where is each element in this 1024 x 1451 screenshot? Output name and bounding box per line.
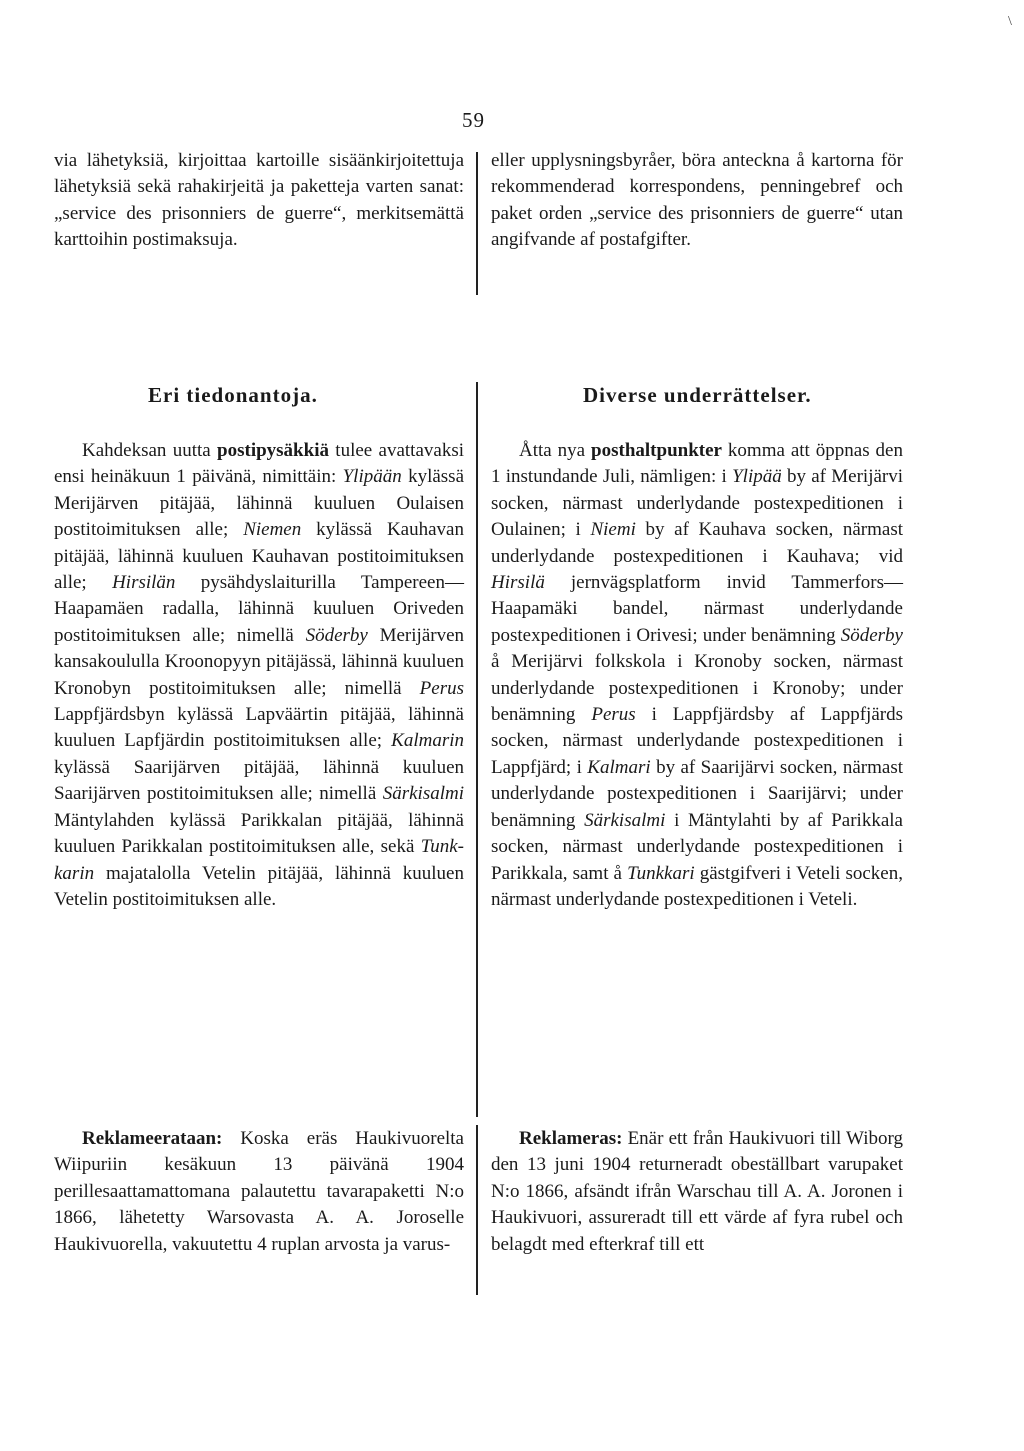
place-name: Särkisalmi	[584, 809, 666, 831]
text-run: i Mäntylahti by af Parikkala socken, närmast underlydande postexpeditionen i Parikkala, samt å	[491, 809, 903, 884]
reclamation-paragraph-fi	[54, 1126, 464, 1258]
text-run: kylässä Kauhavan pitäjää, lähinnä kuuluen Kauhavan postitoimituksen alle;	[54, 519, 464, 594]
reclamation-text-fi	[54, 1126, 464, 1258]
place-name: Söderby	[305, 624, 368, 646]
place-name: Hirsilä	[491, 572, 545, 594]
place-name: Niemen	[243, 519, 302, 541]
text-run: kylässä Saarijärven pitäjää, lähinnä kuuluen Saarijärven postitoimituksen alle; nimellä	[54, 756, 464, 805]
place-name: Kalmarin	[391, 730, 464, 752]
place-name: Tunkkari	[627, 862, 695, 884]
notice-paragraph-sv	[491, 438, 903, 913]
text-run: Koska eräs Haukivuorelta Wiipuriin kesäkuun 13 päivänä 1904 perillesaattamattomana palautettu tavarapaketti N:o 1866, lähetetty Warsovasta A. A. Joroselle Haukivuorella, vakuutettu 4 ruplan arvosta ja varus-	[54, 1128, 464, 1255]
bold-term: posthaltpunkter	[591, 440, 722, 461]
notice-text-fi	[54, 438, 464, 913]
place-name: Särkisalmi	[382, 783, 464, 805]
reclamation-paragraph-sv	[491, 1126, 903, 1258]
place-name: Perus	[419, 677, 464, 699]
text-run: å Merijärvi folkskola i Kronoby socken, närmast underlydande postexpeditionen i Kronoby; under benämning	[491, 651, 903, 726]
top-paragraph-sv	[491, 148, 903, 254]
text-run: by af Kauhava socken, närmast underlydande postexpeditionen i Kauhava; vid	[491, 519, 904, 567]
text-run: Kahdeksan uutta	[82, 440, 218, 461]
corner-mark: \	[1008, 14, 1012, 29]
text-run: tulee avattavaksi ensi heinäkuun 1 päivänä, nimittäin:	[54, 440, 464, 488]
page-number: 59	[462, 108, 485, 132]
top-paragraph-fi	[54, 148, 464, 254]
place-name: Ylipää	[732, 466, 782, 488]
place-name: Hirsilän	[112, 572, 176, 594]
top-text-fi: via lähetyksiä, kirjoittaa kartoille sisäänkirjoitettuja lähetyksiä sekä rahakirjeitä ja paketteja varten sanat: „service des prisonniers de guerre“, merkitsemättä karttoihin postimaksuja.	[54, 150, 464, 251]
column-divider-bottom	[476, 1125, 478, 1295]
text-run: by af Merijärvi socken, närmast underlydande postexpeditionen i Oulainen; i	[491, 466, 904, 541]
place-name: Tunkkarin	[54, 836, 464, 884]
column-divider-top	[476, 152, 478, 295]
text-run: Lappfjärdsbyn kylässä Lapväärtin pitäjää, lähinnä kuuluen Lapfjärdin postitoimituksen alle;	[54, 704, 464, 752]
place-name: Ylipään	[342, 466, 402, 488]
notice-text-sv	[491, 438, 903, 913]
text-run: by af Saarijärvi socken, närmast underlydande postexpeditionen i Saarijärvi; under benämning	[491, 756, 903, 831]
reclamation-lead: Reklameerataan:	[82, 1128, 223, 1149]
place-name: Söderby	[840, 624, 903, 646]
notice-paragraph-fi	[54, 438, 464, 913]
text-run: i Lappfjärdsby af Lappfjärds socken, närmast underlydande postexpeditionen i Lappfjärd; i	[491, 704, 903, 778]
text-run: Merijärven kansakoululla Kroonopyyn pitäjässä, lähinnä kuuluen Kronobyn postitoimituksen alle; nimellä	[54, 624, 465, 699]
column-divider-middle-2	[476, 737, 478, 1117]
place-name: Kalmari	[587, 756, 651, 778]
top-text-sv: eller upplysningsbyråer, böra anteckna å kartorna för rekommenderad korrespondens, penningebref och paket orden „service des prisonniers de guerre“ utan angifvande af postafgifter.	[491, 150, 903, 251]
text-run: kylässä Merijärven pitäjää, lähinnä kuuluen Oulaisen postitoimituksen alle;	[54, 466, 464, 541]
text-run: Enär ett från Haukivuori till Wiborg den 13 juni 1904 returneradt obeställbart varupaket N:o 1866, afsändt ifrån Warschau till A. A. Joronen i Haukivuori, assureradt till ett värde af fyra rubel och belagdt med efterkraf till ett	[491, 1128, 903, 1255]
text-run: komma att öppnas den 1 instundande Juli, nämligen: i	[491, 440, 903, 488]
text-run: majatalolla Vetelin pitäjää, lähinnä kuuluen Vetelin postitoimituksen alle.	[54, 862, 464, 910]
text-run: Åtta nya	[519, 440, 592, 461]
section-heading-sv: Diverse underrättelser.	[583, 383, 812, 407]
section-heading-fi: Eri tiedonantoja.	[148, 383, 318, 407]
bold-term: postipysäkkiä	[217, 440, 329, 461]
text-run: gästgifveri i Veteli socken, närmast underlydande postexpeditionen i Veteli.	[491, 862, 903, 910]
reclamation-lead: Reklameras:	[519, 1128, 623, 1149]
text-run: pysähdyslaiturilla Tampereen—Haapamäen radalla, lähinnä kuuluen Oriveden postitoimituksen alle; nimellä	[54, 572, 464, 646]
text-run: Mäntylahden kylässä Parikkalan pitäjää, lähinnä kuuluen Parikkalan postitoimituksen alle, sekä	[54, 809, 464, 858]
place-name: Niemi	[590, 519, 636, 541]
text-run: jernvägsplatform invid Tammerfors—Haapamäki bandel, närmast underlydande postexpeditionen i Orivesi; under benämning	[491, 572, 903, 646]
place-name: Perus	[591, 704, 636, 726]
column-divider-middle	[476, 382, 478, 737]
reclamation-text-sv	[491, 1126, 903, 1258]
